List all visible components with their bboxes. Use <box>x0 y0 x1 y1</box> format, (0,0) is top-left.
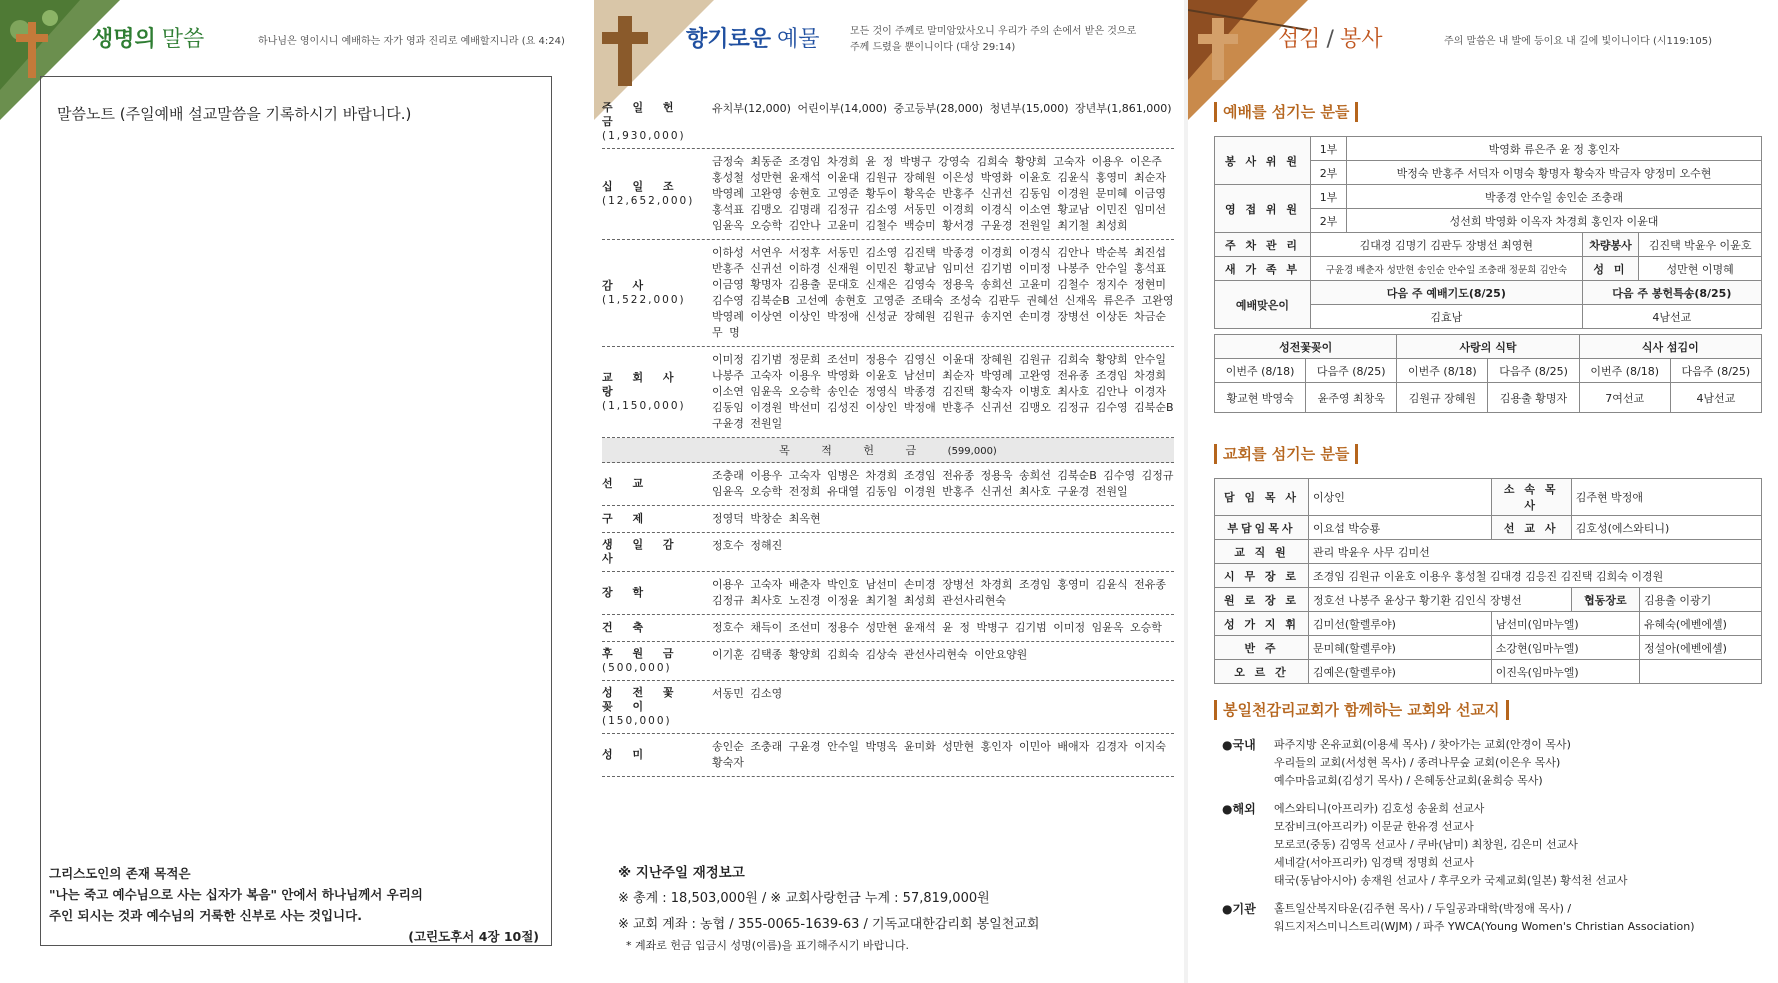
cell-value: 문미혜(할렐루야) <box>1309 636 1492 660</box>
cell-value: 김예은(할렐루야) <box>1309 660 1492 684</box>
title-sub: 봉사 <box>1339 27 1383 52</box>
title-main: 향기로운 <box>686 27 772 52</box>
section-title-worship: 예배를 섬기는 분들 <box>1214 102 1358 122</box>
offering-label: 성 미 <box>602 748 652 761</box>
group-label: ●국내 <box>1222 738 1256 752</box>
offering-label: 성 전 꽃 꽂 이 <box>602 686 682 713</box>
cell-label: 영 접 위 원 <box>1215 185 1311 233</box>
cell-week: 다음주 (8/25) <box>1670 359 1761 383</box>
offering-label: 교 회 사 랑 <box>602 371 682 398</box>
offering-panel <box>594 0 1188 983</box>
cell-label: 차량봉사 <box>1582 233 1639 257</box>
offering-label: 선 교 <box>602 477 652 490</box>
list-item: 에스와티니(아프리카) 김호성 송윤희 선교사 <box>1274 802 1485 815</box>
cell-value: 4남선교 <box>1582 305 1761 329</box>
cell-value: 소강현(임마누엘) <box>1491 636 1639 660</box>
report-heading: ※ 지난주일 재정보고 <box>618 865 745 881</box>
cell-label: 다음 주 예배기도(8/25) <box>1311 281 1583 305</box>
offering-row <box>602 615 1174 642</box>
offering-row <box>602 681 1174 734</box>
cell-value: 박영화 류은주 윤 정 홍인자 <box>1347 137 1762 161</box>
cell-value: 박종경 안수일 송인순 조충래 <box>1347 185 1762 209</box>
list-item: 태국(동남아시아) 송재원 선교사 / 후쿠오카 국제교회(일본) 황석천 선교사 <box>1274 874 1628 887</box>
header-verse <box>850 24 1136 56</box>
mission-group-overseas <box>1222 800 1762 890</box>
cell-value: 관리 박윤우 사무 김미선 <box>1309 540 1762 564</box>
note-title: 말씀노트 (주일예배 설교말씀을 기록하시기 바랍니다.) <box>57 105 412 123</box>
sermon-note-box[interactable] <box>40 76 552 946</box>
cell-label: 성 가 지 휘 <box>1215 612 1309 636</box>
offering-names: 정호수 채득이 조선미 정용수 성만현 윤재석 윤 정 박병구 김기범 이미정 임윤옥 오승학 <box>712 621 1162 634</box>
list-item: 모잠비크(아프리카) 이문균 한유경 선교사 <box>1274 820 1474 833</box>
cell-value: 김호성(에스와티니) <box>1571 516 1761 540</box>
cell-label: 시 무 장 로 <box>1215 564 1309 588</box>
offering-label: 건 축 <box>602 621 652 634</box>
title-separator: / <box>1326 27 1334 52</box>
designated-offering-band <box>602 438 1174 463</box>
offering-names: 이미정 김기범 정문희 조선미 정용수 김영신 이윤대 장혜원 김원규 김희숙 황양희 안수일 나봉주 고숙자 이용우 박영화 이윤호 남선미 최순자 박영례 고완영 전유종 조경임 차경희 이소연 임윤옥 오승학 송인순 정영식 박종경 김진택 황숙자 이병호 최사호 김안나 이경자 김동임 이경원 박선미 김성진 이상인 박정애 반홍주 신귀선 김맹오 김정규 김수영 김북순B 구윤경 전원일 <box>712 353 1174 430</box>
offering-amount: (1,930,000) <box>602 130 686 142</box>
offering-row <box>602 642 1174 681</box>
offering-row <box>602 347 1174 438</box>
list-item: 홀트일산복지타운(김주현 목사) / 두일공과대학(박정애 목사) / <box>1274 902 1572 915</box>
cell-label: 부담임목사 <box>1215 516 1309 540</box>
purpose-line-2: "나는 죽고 예수님으로 사는 십자가 복음" 안에서 하나님께서 우리의 <box>49 887 423 902</box>
cell-week: 다음주 (8/25) <box>1306 359 1397 383</box>
group-label: ●해외 <box>1222 802 1256 816</box>
offering-names: 이기훈 김택종 황양희 김희숙 김상숙 관선사리현숙 이안요양원 <box>712 648 1028 661</box>
cell-label: 담 임 목 사 <box>1215 479 1309 516</box>
offering-row <box>602 149 1174 240</box>
cell-label: 원 로 장 로 <box>1215 588 1309 612</box>
cell-value: 김진택 박윤우 이윤호 <box>1639 233 1762 257</box>
title-sub: 예물 <box>777 27 820 52</box>
cell-value: 윤주영 최창욱 <box>1306 383 1397 413</box>
cell-label: 소 속 목 사 <box>1491 479 1571 516</box>
offering-label: 감 사 <box>602 279 652 292</box>
cell-value: 성선희 박영화 이옥자 차경희 홍인자 이윤대 <box>1347 209 1762 233</box>
list-item: 모로코(중동) 김영목 선교사 / 쿠바(남미) 최창원, 김은미 선교사 <box>1274 838 1578 851</box>
cell-value: 4남선교 <box>1670 383 1761 413</box>
cell-label: 예배맞은이 <box>1215 281 1311 329</box>
offering-label: 주 일 헌 금 <box>602 101 682 128</box>
header-verse-line-1: 모든 것이 주께로 말미암았사오니 우리가 주의 손에서 받은 것으로 <box>850 26 1137 37</box>
offering-label: 생 일 감 사 <box>602 538 682 565</box>
offering-label: 십 일 조 <box>602 180 682 193</box>
offering-row <box>602 572 1174 615</box>
cell-value: 7여선교 <box>1579 383 1670 413</box>
cell-value: 이상인 <box>1309 479 1492 516</box>
list-item: 예수마음교회(김성기 목사) / 은혜동산교회(윤희승 목사) <box>1274 774 1543 787</box>
band-amount: (599,000) <box>947 446 997 457</box>
church-staff-table <box>1214 478 1762 684</box>
offering-row <box>602 96 1174 149</box>
cell-value: 황교현 박영숙 <box>1215 383 1306 413</box>
cell-week: 이번주 (8/18) <box>1579 359 1670 383</box>
list-item: 세네갈(서아프리카) 임경택 정명희 선교사 <box>1274 856 1474 869</box>
offering-amount: (1,522,000) <box>602 294 686 306</box>
cell-part: 2부 <box>1311 161 1347 185</box>
cell-value: 유혜숙(에벤에셀) <box>1640 612 1762 636</box>
cell-week: 이번주 (8/18) <box>1397 359 1488 383</box>
finance-report <box>618 860 1178 954</box>
report-note: * 계좌로 헌금 입금시 성명(이름)을 표기해주시기 바랍니다. <box>626 939 909 952</box>
offering-table <box>602 96 1174 777</box>
offering-label: 후 원 금 <box>602 647 682 660</box>
offering-names: 이용우 고숙자 배춘자 박인호 남선미 손미경 장병선 차경희 조경임 홍영미 김윤식 전유종 김정규 최사호 노진경 이정윤 최기철 최성희 관선사리현숙 <box>712 578 1166 607</box>
offering-row <box>602 734 1174 777</box>
section-title-church: 교회를 섬기는 분들 <box>1214 444 1358 464</box>
offering-names: 정영덕 박창순 최옥현 <box>712 512 821 525</box>
page-title <box>686 22 820 62</box>
cell-label: 봉 사 위 원 <box>1215 137 1311 185</box>
cell-value: 김용출 이광기 <box>1640 588 1762 612</box>
cell-part: 2부 <box>1311 209 1347 233</box>
offering-names: 정호수 정해진 <box>712 539 783 552</box>
offering-names: 서동민 김소영 <box>712 687 783 700</box>
weekly-duty-table <box>1214 334 1762 413</box>
header-verse: 주의 말씀은 내 발에 등이요 내 길에 빛이니이다 (시119:105) <box>1444 36 1712 47</box>
mission-list <box>1222 736 1762 946</box>
group-label: ●기관 <box>1222 902 1256 916</box>
cell-value: 이요섭 박승룡 <box>1309 516 1492 540</box>
report-account: ※ 교회 계좌 : 농협 / 355-0065-1639-63 / 기독교대한감리회 봉일천교회 <box>618 917 1040 932</box>
cell-label: 사랑의 식탁 <box>1397 335 1579 359</box>
cell-value: 조경임 김원규 이윤호 이용우 홍성철 김대경 김응진 김진택 김희숙 이경원 <box>1309 564 1762 588</box>
cell-empty <box>1640 660 1762 684</box>
cell-label: 성 미 <box>1582 257 1639 281</box>
purpose-statement <box>49 863 545 947</box>
list-item: 워드지저스미니스트리(WJM) / 파주 YWCA(Young Women's Christian Association) <box>1274 920 1695 933</box>
offering-names: 이하성 서연우 서정후 서동민 김소영 김진택 박종경 이경희 이경식 김안나 박순복 최진섭 반홍주 신귀선 이하경 신재원 이민진 황교남 임미선 김기범 이미정 나봉주 안수일 홍석표 이금영 황명자 김용출 문대호 신재은 김영숙 정용욱 송희선 고윤미 김철수 정지수 정현미 김수영 김북순B 고선예 송현호 고영준 조태숙 조성숙 김판두 권혜선 신재옥 류은주 고완영 박영례 이상연 이상인 박정애 신성균 장혜원 김원규 송지연 손미경 장병선 이상돈 차금순 무 명 <box>712 246 1174 339</box>
cell-value: 남선미(임마누엘) <box>1491 612 1639 636</box>
worship-service-table <box>1214 136 1762 329</box>
cell-label: 선 교 사 <box>1491 516 1571 540</box>
word-of-life-panel <box>0 0 594 983</box>
cell-value: 김원규 장혜원 <box>1397 383 1488 413</box>
purpose-line-3: 주인 되시는 것과 예수님의 거룩한 신부로 사는 것입니다. <box>49 908 362 923</box>
cell-part: 1부 <box>1311 137 1347 161</box>
cell-label: 성전꽃꽂이 <box>1215 335 1397 359</box>
offering-row <box>602 506 1174 533</box>
cell-value: 정설아(에벤에셀) <box>1640 636 1762 660</box>
page-title <box>1278 22 1382 62</box>
page-title <box>92 22 204 62</box>
cell-week: 다음주 (8/25) <box>1488 359 1579 383</box>
offering-amount: (150,000) <box>602 715 672 727</box>
cell-part: 1부 <box>1311 185 1347 209</box>
offering-names: 송인순 조충래 구윤경 안수일 박명옥 윤미화 성만현 홍인자 이민아 배애자 김경자 이지숙 황숙자 <box>712 740 1166 769</box>
offering-row <box>602 463 1174 506</box>
cell-value: 이진옥(임마누엘) <box>1491 660 1639 684</box>
purpose-reference: (고린도후서 4장 10절) <box>408 929 539 944</box>
cell-label: 식사 섬김이 <box>1579 335 1761 359</box>
cell-label: 반 주 <box>1215 636 1309 660</box>
cell-value: 김용출 황명자 <box>1488 383 1579 413</box>
cell-value: 정호선 나봉주 윤상구 황기환 김인식 장병선 <box>1309 588 1572 612</box>
band-label: 목 적 헌 금 <box>779 444 931 457</box>
offering-label: 장 학 <box>602 586 652 599</box>
cell-value: 성만현 이명혜 <box>1639 257 1762 281</box>
cell-label: 다음 주 봉헌특송(8/25) <box>1582 281 1761 305</box>
mission-group-org <box>1222 900 1762 936</box>
list-item: 파주지방 온유교회(이용세 목사) / 찾아가는 교회(안경이 목사) <box>1274 738 1571 751</box>
title-sub: 말씀 <box>161 27 205 52</box>
offering-amount: (500,000) <box>602 662 672 674</box>
cell-value: 김효남 <box>1311 305 1583 329</box>
cell-value: 김대경 김명기 김판두 장병선 최영현 <box>1311 233 1583 257</box>
purpose-line-1: 그리스도인의 존재 목적은 <box>49 866 191 881</box>
offering-names: 유치부(12,000) 어린이부(14,000) 중고등부(28,000) 청년부(15,000) 장년부(1,861,000) <box>712 102 1172 115</box>
cell-label: 협동장로 <box>1571 588 1639 612</box>
offering-amount: (1,150,000) <box>602 400 686 412</box>
cell-value: 박정숙 반홍주 서덕자 이명숙 황명자 황숙자 박금자 양정미 오수현 <box>1347 161 1762 185</box>
offering-row <box>602 240 1174 347</box>
list-item: 우리들의 교회(서성현 목사) / 종려나무숲 교회(이은우 목사) <box>1274 756 1561 769</box>
offering-row <box>602 533 1174 572</box>
report-total: ※ 총계 : 18,503,000원 / ※ 교회사랑헌금 누계 : 57,819,000원 <box>618 891 990 906</box>
title-main: 생명의 <box>92 27 156 52</box>
service-panel <box>1188 0 1778 983</box>
section-title-mission: 봉일천감리교회가 함께하는 교회와 선교지 <box>1214 700 1509 720</box>
cell-week: 이번주 (8/18) <box>1215 359 1306 383</box>
offering-label: 구 제 <box>602 512 652 525</box>
cell-label: 새 가 족 부 <box>1215 257 1311 281</box>
cell-label: 주 차 관 리 <box>1215 233 1311 257</box>
cell-label: 오 르 간 <box>1215 660 1309 684</box>
header-verse: 하나님은 영이시니 예배하는 자가 영과 진리로 예배할지니라 (요 4:24) <box>258 36 565 47</box>
cell-value: 김미선(할렐루야) <box>1309 612 1492 636</box>
offering-names: 조충래 이용우 고숙자 임병은 차경희 조경임 전유종 정용욱 송희선 김북순B 김수영 김정규 임윤옥 오승학 전정희 유대열 김동임 이경원 반홍주 신귀선 최사호 구윤경 전원일 <box>712 469 1174 498</box>
cell-label: 교 직 원 <box>1215 540 1309 564</box>
cell-value: 구윤경 배춘자 성만현 송인순 안수일 조충래 정문희 김안숙 <box>1311 257 1583 281</box>
offering-names: 금정숙 최동준 조경임 차경희 윤 정 박병구 강영숙 김희숙 황양희 고숙자 이용우 이은주 홍성철 성만현 윤재석 이윤대 김원규 장혜원 이은성 박영화 이윤호 김윤식 홍영미 최순자 박영례 고완영 송현호 고영준 황두이 황옥순 반홍주 신귀선 김동임 이경원 문미혜 이금영 홍석표 김맹오 김명래 김정규 김소영 서동민 이경희 이경식 이소연 황교남 이민진 임미선 임윤옥 오승학 김안나 고윤미 김철수 백승미 황서경 구윤경 전원일 최기철 최성희 <box>712 155 1166 232</box>
header-verse-line-2: 주께 드렸을 뿐이니이다 (대상 29:14) <box>850 42 1016 53</box>
offering-amount: (12,652,000) <box>602 195 695 207</box>
cell-value: 김주현 박정애 <box>1571 479 1761 516</box>
title-main: 섬김 <box>1278 27 1321 52</box>
mission-group-domestic <box>1222 736 1762 790</box>
